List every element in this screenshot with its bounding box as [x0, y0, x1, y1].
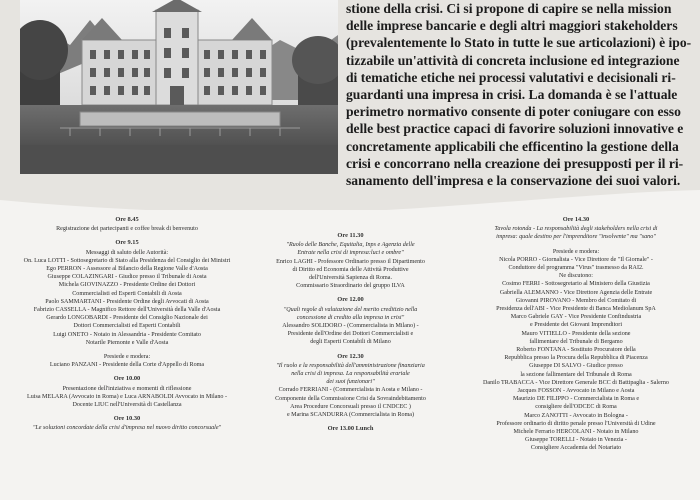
- intro-line: sanamento dell'impresa e la conservazione dei suoi valori.: [346, 173, 681, 189]
- session-block: [470, 248, 682, 453]
- session-title: concessione di credito alla impresa in crisi": [296, 314, 405, 321]
- session-block: [248, 353, 453, 420]
- intro-line: delle imprese bancarie e degli altri maggiori stakeholders: [346, 18, 678, 34]
- session-title: impresa: quale destino per l'imprenditore "insolvente" ma "sano": [496, 234, 656, 241]
- speaker-line: Cosimo FERRI - Sottosegretario al Ministero della Giustizia: [502, 281, 650, 288]
- intro-line: tizzabile un'attività di concreta inclusione ed integrazione: [346, 52, 680, 68]
- session-title: "Ruolo delle Banche, Equitalia, Inps e Agenzia delle: [286, 242, 415, 249]
- speaker-line: fallimentare del Tribunale di Bergamo: [529, 338, 623, 345]
- session-title: Entrate nella crisi di impresa:luci e ombre": [297, 250, 404, 257]
- session-time: Ore 11.30: [337, 232, 364, 239]
- speaker-line: Docente LIUC nell'Università di Castellanza: [72, 402, 182, 409]
- speaker-line: Marco ZANOTTI - Avvocato in Bologna -: [524, 412, 628, 419]
- program-section: [0, 210, 700, 500]
- session-block: [22, 375, 232, 409]
- speaker-line: Giuseppe COLAZINGARI - Giudice presso il Tribunale di Aosta: [47, 274, 207, 281]
- speaker-line: Luciano PANZANI - Presidente della Corte d'Appello di Roma: [49, 362, 205, 369]
- speaker-line: Nicola PORRO - Giornalista - Vice Direttore de "Il Giornale" -: [499, 256, 653, 263]
- speaker-line: Ego PERRON - Assessore al Bilancio della Regione Valle d'Aosta: [46, 266, 208, 273]
- session-time: Ore 13.00 Lunch: [327, 425, 374, 433]
- session-time: Ore 12.30: [337, 352, 364, 360]
- speaker-line: Alessandro SOLIDORO - (Commercialista in Milano) -: [282, 323, 419, 330]
- speaker-line: Jacques FOSSON - Avvocato in Milano e Aosta: [517, 388, 635, 395]
- session-text: Presentazione dell'iniziativa e momenti di riflessione: [62, 385, 192, 392]
- session-time: Ore 10.30: [113, 415, 141, 423]
- intro-line: stione della crisi. Ci si propone di capire se nella mission: [346, 1, 672, 16]
- speaker-line: Presidente dell'Ordine dei Dottori Commercialisti e: [287, 331, 414, 338]
- speaker-line: Marco Gabriele GAY - Vice Presidente Confindustria: [510, 314, 642, 321]
- speaker-line: Paolo SAMMARTANI - Presidente Ordine degli Avvocati di Aosta: [45, 298, 209, 305]
- speaker-line: Giuseppe TORELLI - Notaio in Venezia -: [525, 437, 627, 444]
- speaker-line: Repubblica presso la Procura della Repubblica di Piacenza: [504, 355, 648, 362]
- speaker-line: e Marina SCANDURRA (Commercialista in Roma): [286, 412, 415, 419]
- session-block: [470, 216, 682, 242]
- session-title: Tavola rotonda - La responsabilità degli stakeholders nella crisi di: [494, 226, 658, 233]
- speaker-line: di Diritto ed Economia delle Attività Produttive: [292, 266, 409, 273]
- session-title: nella crisi di impresa. La responsabilità erariale: [291, 371, 410, 378]
- intro-line: concretamente applicabili che efficentino la gestione della: [346, 138, 679, 154]
- program-column-midday: [248, 216, 453, 439]
- session-title: "Il ruolo e la responsabilità dell'amministrazione finanziaria: [276, 362, 425, 369]
- speaker-line: Michele Ferrario HERCOLANI - Notaio in Milano: [513, 429, 639, 436]
- hotel-building-image: [20, 0, 338, 174]
- speaker-line: Luisa MELARA (Avvocato in Roma) e Luca ARNABOLDI Avvocato in Milano -: [27, 393, 227, 400]
- speaker-line: Fabrizio CASSELLA - Magnifico Rettore dell'Università della Valle d'Aosta: [33, 307, 221, 314]
- session-title: "Le soluzioni concordate della crisi d'impresa nel nuovo diritto concorsuale": [32, 425, 222, 432]
- session-text: Registrazione dei partecipanti e coffee break di benvenuto: [56, 226, 198, 233]
- program-column-afternoon: [470, 216, 682, 459]
- speaker-line: Area Procedure Concorsuali presso il CNDCEC ): [290, 403, 411, 410]
- hotel-photo: [20, 0, 338, 174]
- speaker-line: Consigliere Accademia del Notariato: [530, 445, 622, 452]
- speaker-line: degli Esperti Contabili di Milano: [310, 339, 391, 346]
- speaker-line: Mauro VITIELLO - Presidente della sezione: [521, 330, 631, 337]
- speaker-line: Notarile Piemonte e Valle d'Aosta: [85, 339, 169, 346]
- speaker-line: e Presidente dei Giovani Imprenditori: [529, 322, 623, 329]
- program-column-morning: [22, 216, 232, 439]
- speaker-line: Componente della Commissione Crisi da Sovraindebitamento: [275, 395, 426, 402]
- speaker-line: Corrado FERRIANI - (Commercialista in Aosta e Milano -: [278, 387, 423, 394]
- session-block: [248, 232, 453, 290]
- intro-line: guardanti una impresa in crisi. La domanda è se l'attuale: [346, 87, 678, 103]
- speaker-line: Presidenza dell'ABI - Vice Presidente di Banca Mediolanum SpA: [496, 306, 656, 313]
- speaker-line: On. Luca LOTTI - Sottosegretario di Stato alla Presidenza del Consiglio dei Ministri: [23, 257, 231, 264]
- speaker-line: consigliere dell'ODCEC di Roma: [535, 404, 617, 411]
- session-time: Ore 10.00: [113, 375, 141, 383]
- speaker-line: Luigi ONETO - Notaio in Alessandria - Presidente Comitato: [53, 331, 201, 338]
- session-text: Ne discutono:: [558, 273, 594, 280]
- session-time: Ore 12.00: [337, 296, 364, 304]
- session-time: Ore 9.15: [115, 239, 139, 247]
- session-title: dei suoi funzionari": [326, 379, 375, 386]
- intro-line: crisi e concorrano nella creazione dei presupposti per il ri-: [346, 155, 684, 171]
- intro-line: delle best practice capaci di favorire soluzioni innovative e: [346, 121, 684, 137]
- speaker-line: Michela GIOVINAZZO - Presidente Ordine dei Dottori: [58, 282, 196, 289]
- session-block: [248, 296, 453, 346]
- speaker-line: Commissario Straordinario del gruppo ILVA: [296, 283, 405, 290]
- session-title: "Quali regole di valutazione del merito creditizio nella: [283, 306, 418, 313]
- session-text: Presiede e modera:: [103, 354, 151, 361]
- speaker-line: Gabriella ALEMANNO - Vice Direttore Agenzia delle Entrate: [499, 289, 653, 296]
- session-time: Ore 14.30: [562, 216, 590, 223]
- speaker-line: Giuseppe DI SALVO - Giudice presso: [529, 363, 623, 370]
- header-section: [0, 0, 700, 210]
- intro-line: (prevalentemente lo Stato in tutte le sue articolazioni) è ipo-: [346, 35, 692, 51]
- session-block: [22, 353, 232, 369]
- session-text: Messaggi di saluto delle Autorità:: [85, 249, 169, 256]
- session-text: Presiede e modera:: [552, 248, 600, 255]
- intro-text: [346, 0, 692, 189]
- speaker-line: Enrico LAGHI - Professore Ordinario presso il Dipartimento: [276, 258, 425, 265]
- session-block: [22, 415, 232, 432]
- speaker-line: Professore ordinario di diritto penale presso l'Università di Udine: [496, 420, 656, 427]
- intro-line: di tematiche etiche nei processi valutativi e decisionali ri-: [346, 69, 676, 85]
- session-time: Ore 8.45: [115, 216, 139, 223]
- speaker-line: Giovanni PIROVANO - Membro del Comitato di: [515, 297, 637, 304]
- speaker-line: Roberto FONTANA - Sostituto Procuratore della: [516, 347, 636, 354]
- speaker-line: Gerardo LONGOBARDI - Presidente del Consiglio Nazionale dei: [46, 315, 208, 322]
- speaker-line: la sezione fallimentare del Tribunale di Roma: [520, 371, 632, 378]
- session-block: [22, 216, 232, 233]
- speaker-line: dell'Università Sapienza di Roma.: [308, 275, 392, 282]
- speaker-line: Conduttore del programma "Virus" trasmesso da RAI2.: [508, 265, 644, 272]
- speaker-line: Dottori Commercialisti ed Esperti Contabili: [73, 323, 181, 330]
- speaker-line: Danilo TRABACCA - Vice Direttore Generale BCC di Battipaglia - Salerno: [483, 379, 669, 386]
- session-block: [22, 239, 232, 347]
- session-block: [248, 425, 453, 433]
- intro-line: perimetro normativo consente di poter coniugare con esso: [346, 104, 681, 120]
- speaker-line: Maurizio DE FILIPPO - Commercialista in Roma e: [512, 396, 640, 403]
- speaker-line: Commercialisti ed Esperti Contabili di Aosta: [72, 290, 182, 297]
